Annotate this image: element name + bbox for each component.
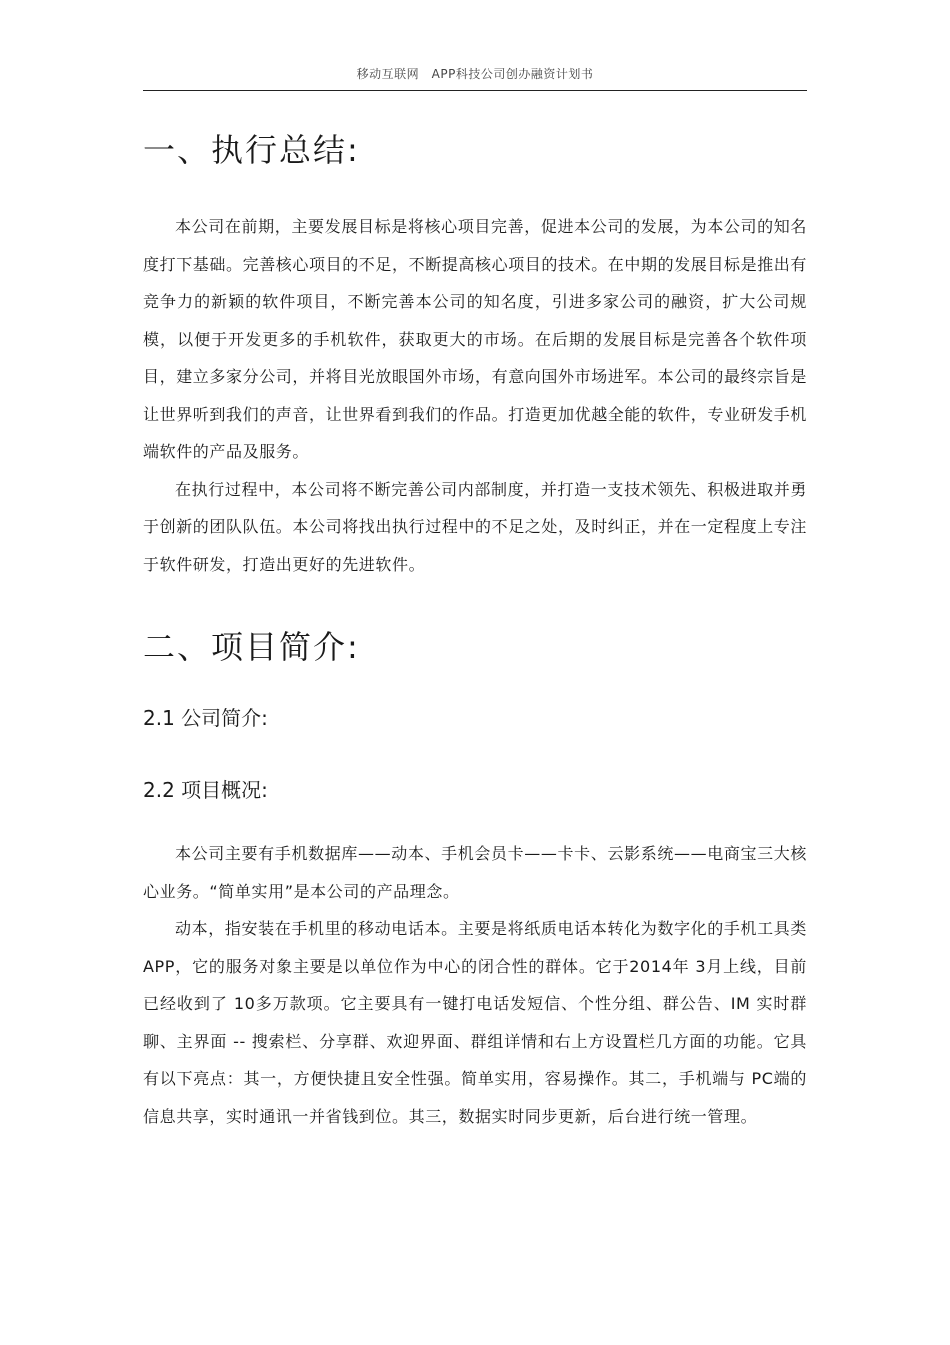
section-2-title: 二、项目简介: — [143, 628, 360, 666]
subsection-2-1-title: 2.1 公司简介: — [143, 706, 268, 730]
subsection-2-2-title: 2.2 项目概况: — [143, 778, 268, 802]
section-1-body — [143, 208, 807, 583]
subsection-2-2-paragraph-1: 本公司主要有手机数据库——动本、手机会员卡——卡卡、云影系统——电商宝三大核心业务。“简单实用”是本公司的产品理念。 — [143, 844, 807, 901]
running-header-text: 移动互联网 APP科技公司创办融资计划书 — [356, 67, 594, 81]
section-1-paragraph-1: 本公司在前期，主要发展目标是将核心项目完善，促进本公司的发展，为本公司的知名度打下基础。完善核心项目的不足，不断提高核心项目的技术。在中期的发展目标是推出有竞争力的新颖的软件项目，不断完善本公司的知名度，引进多家公司的融资，扩大公司规模，以便于开发更多的手机软件，获取更大的市场。在后期的发展目标是完善各个软件项目，建立多家分公司，并将目光放眼国外市场，有意向国外市场进军。本公司的最终宗旨是让世界听到我们的声音，让世界看到我们的作品。打造更加优越全能的软件，专业研发手机端软件的产品及服务。 — [143, 217, 808, 461]
document-body — [143, 120, 807, 1135]
section-1-paragraph-2: 在执行过程中，本公司将不断完善公司内部制度，并打造一支技术领先、积极进取并勇于创新的团队队伍。本公司将找出执行过程中的不足之处，及时纠正，并在一定程度上专注于软件研发，打造出更好的先进软件。 — [143, 479, 808, 574]
section-1-title: 一、执行总结: — [143, 131, 360, 169]
subsection-2-2-body — [143, 835, 807, 1135]
subsection-2-2-paragraph-2: 动本，指安装在手机里的移动电话本。主要是将纸质电话本转化为数字化的手机工具类 APP，它的服务对象主要是以单位作为中心的闭合性的群体。它于2014年 3月上线，目前已经收到了 10多万款项。它主要具有一键打电话发短信、个性分组、群公告、IM 实时群聊、主界面 -- 搜索栏、分享群、欢迎界面、群组详情和右上方设置栏几方面的功能。它具有以下亮点：其一，方便快捷且安全性强。简单实用，容易操作。其二，手机端与 PC端的信息共享，实时通讯一并省钱到位。其三，数据实时同步更新，后台进行统一管理。 — [143, 919, 807, 1126]
running-header — [143, 64, 807, 91]
